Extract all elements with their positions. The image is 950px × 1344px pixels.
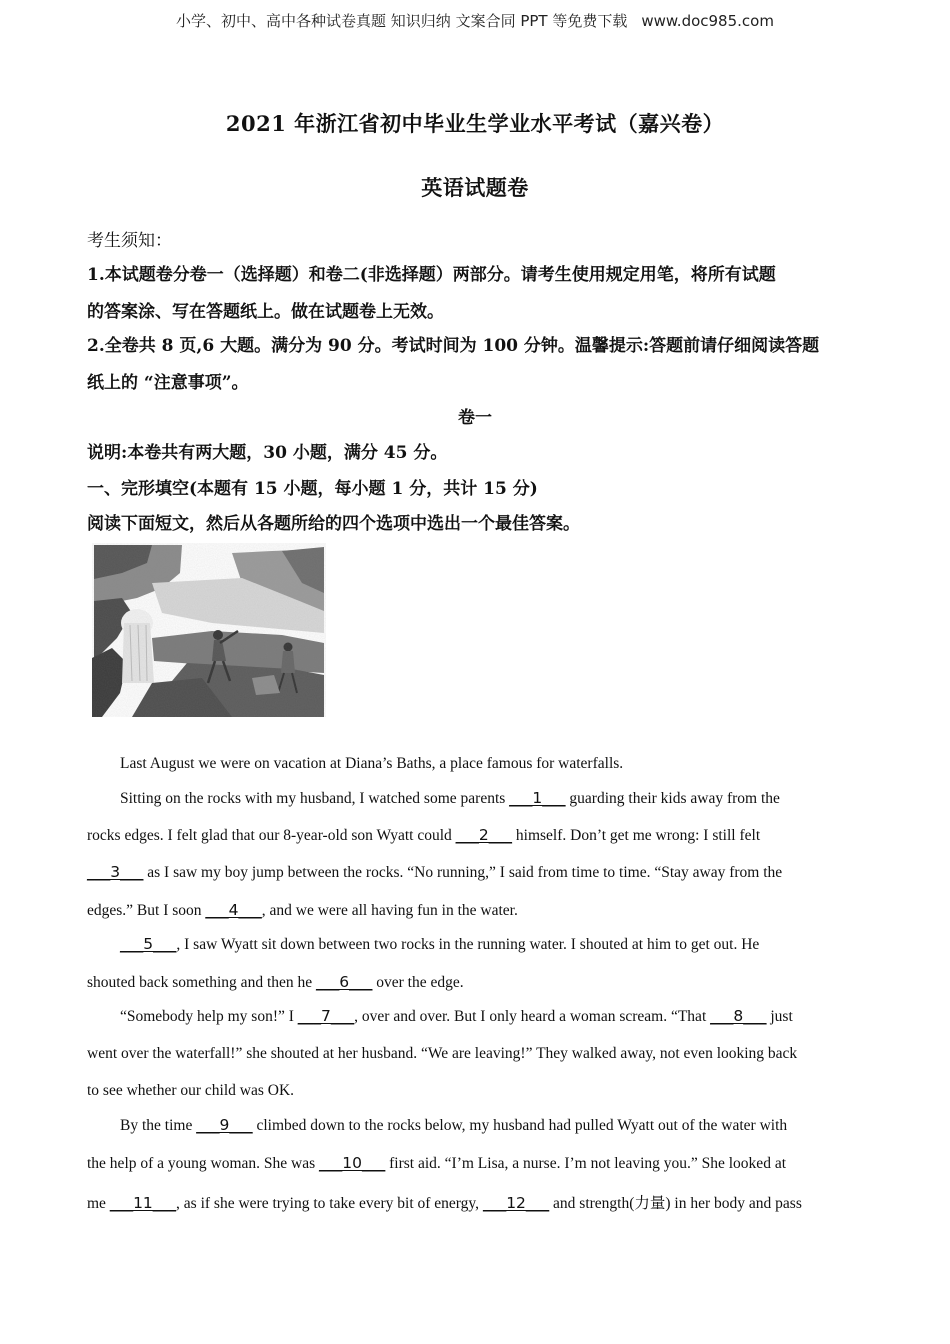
passage-text: , over and over. But I only heard a woman scream. “That	[354, 1008, 711, 1025]
banner-url-link[interactable]: www.doc985.com	[641, 12, 774, 30]
passage-text: the help of a young woman. She was	[87, 1155, 320, 1172]
passage-line	[87, 935, 900, 954]
notice-heading: 考生须知：	[87, 231, 172, 251]
notice-line-2b: 纸上的 “注意事项”。	[87, 373, 249, 393]
blank-9: ___9___	[196, 1116, 253, 1134]
passage-line	[87, 901, 867, 920]
notice-line-2a: 2.全卷共 8 页,6 大题。满分为 90 分。考试时间为 100 分钟。温馨提示:答题前请仔细阅读答题	[87, 336, 820, 356]
passage-line	[87, 789, 900, 808]
passage-text: By the time	[120, 1117, 197, 1134]
passage-text: , I saw Wyatt sit down between two rocks in the running water. I shouted at him to get out. He	[176, 936, 760, 953]
passage-text: me	[87, 1195, 110, 1212]
passage-line	[87, 1045, 867, 1063]
passage-text: edges.” But I soon	[87, 902, 206, 919]
exam-subtitle: 英语试题卷	[421, 175, 529, 200]
blank-6: ___6___	[316, 973, 373, 991]
passage-text: and strength(力量) in her body and pass	[549, 1195, 802, 1212]
passage-text: as I saw my boy jump between the rocks. “No running,” I said from time to time. “Stay away from the	[143, 864, 783, 881]
exam-title: 2021 年浙江省初中毕业生学业水平考试（嘉兴卷）	[225, 111, 725, 136]
passage-text: “Somebody help my son!” I	[120, 1008, 298, 1025]
blank-1: ___1___	[509, 789, 566, 807]
passage-line	[87, 1191, 867, 1213]
passage-text: climbed down to the rocks below, my husband had pulled Wyatt out of the water with	[252, 1117, 788, 1134]
passage-line	[87, 863, 867, 882]
notice-line-1a: 1.本试题卷分卷一（选择题）和卷二(非选择题）两部分。请考生使用规定用笔，将所有试题	[87, 265, 776, 285]
passage-text: rocks edges. I felt glad that our 8-year-old son Wyatt could	[87, 827, 456, 844]
passage-text: just	[766, 1008, 793, 1025]
blank-11: ___11___	[109, 1194, 177, 1212]
blank-10: ___10___	[319, 1154, 386, 1172]
passage-line	[87, 1116, 900, 1135]
notice-line-1b: 的答案涂、写在答题纸上。做在试题卷上无效。	[87, 302, 444, 322]
passage-text: Sitting on the rocks with my husband, I watched some parents	[120, 790, 510, 807]
passage-line	[87, 1082, 867, 1100]
passage-text: to see whether our child was OK.	[87, 1082, 295, 1099]
blank-7: ___7___	[297, 1007, 355, 1025]
passage-text: over the edge.	[372, 974, 464, 991]
blank-12: ___12___	[482, 1194, 550, 1212]
blank-3: ___3___	[87, 863, 144, 881]
passage-text: guarding their kids away from the	[565, 790, 780, 807]
passage-text: shouted back something and then he	[87, 974, 317, 991]
part-explanation: 说明:本卷共有两大题，30 小题，满分 45 分。	[87, 443, 448, 463]
site-banner	[0, 10, 950, 31]
passage-text: , as if she were trying to take every bit of energy,	[176, 1195, 483, 1212]
waterfall-illustration	[92, 543, 326, 717]
blank-4: ___4___	[205, 901, 262, 919]
passage-text: himself. Don’t get me wrong: I still felt	[512, 827, 761, 844]
blank-5: ___5___	[120, 935, 177, 953]
passage-line	[87, 826, 867, 845]
passage-paragraph-1	[87, 755, 900, 773]
passage-line	[87, 1007, 900, 1026]
passage-line	[87, 973, 867, 992]
part-title: 卷一	[458, 408, 492, 428]
passage-text: Last August we were on vacation at Diana’s Baths, a place famous for waterfalls.	[120, 755, 624, 772]
banner-text: 小学、初中、高中各种试卷真题 知识归纳 文案合同 PPT 等免费下载	[176, 12, 628, 30]
blank-8: ___8___	[710, 1007, 767, 1025]
section-heading: 一、完形填空(本题有 15 小题，每小题 1 分，共计 15 分)	[87, 479, 538, 499]
passage-line	[87, 1154, 867, 1173]
passage-text: , and we were all having fun in the water.	[261, 902, 518, 919]
passage-text: went over the waterfall!” she shouted at her husband. “We are leaving!” They walked away, not even looking back	[87, 1045, 798, 1062]
passage-text: first aid. “I’m Lisa, a nurse. I’m not leaving you.” She looked at	[385, 1155, 787, 1172]
blank-2: ___2___	[455, 826, 513, 844]
section-instruction: 阅读下面短文，然后从各题所给的四个选项中选出一个最佳答案。	[87, 514, 580, 534]
